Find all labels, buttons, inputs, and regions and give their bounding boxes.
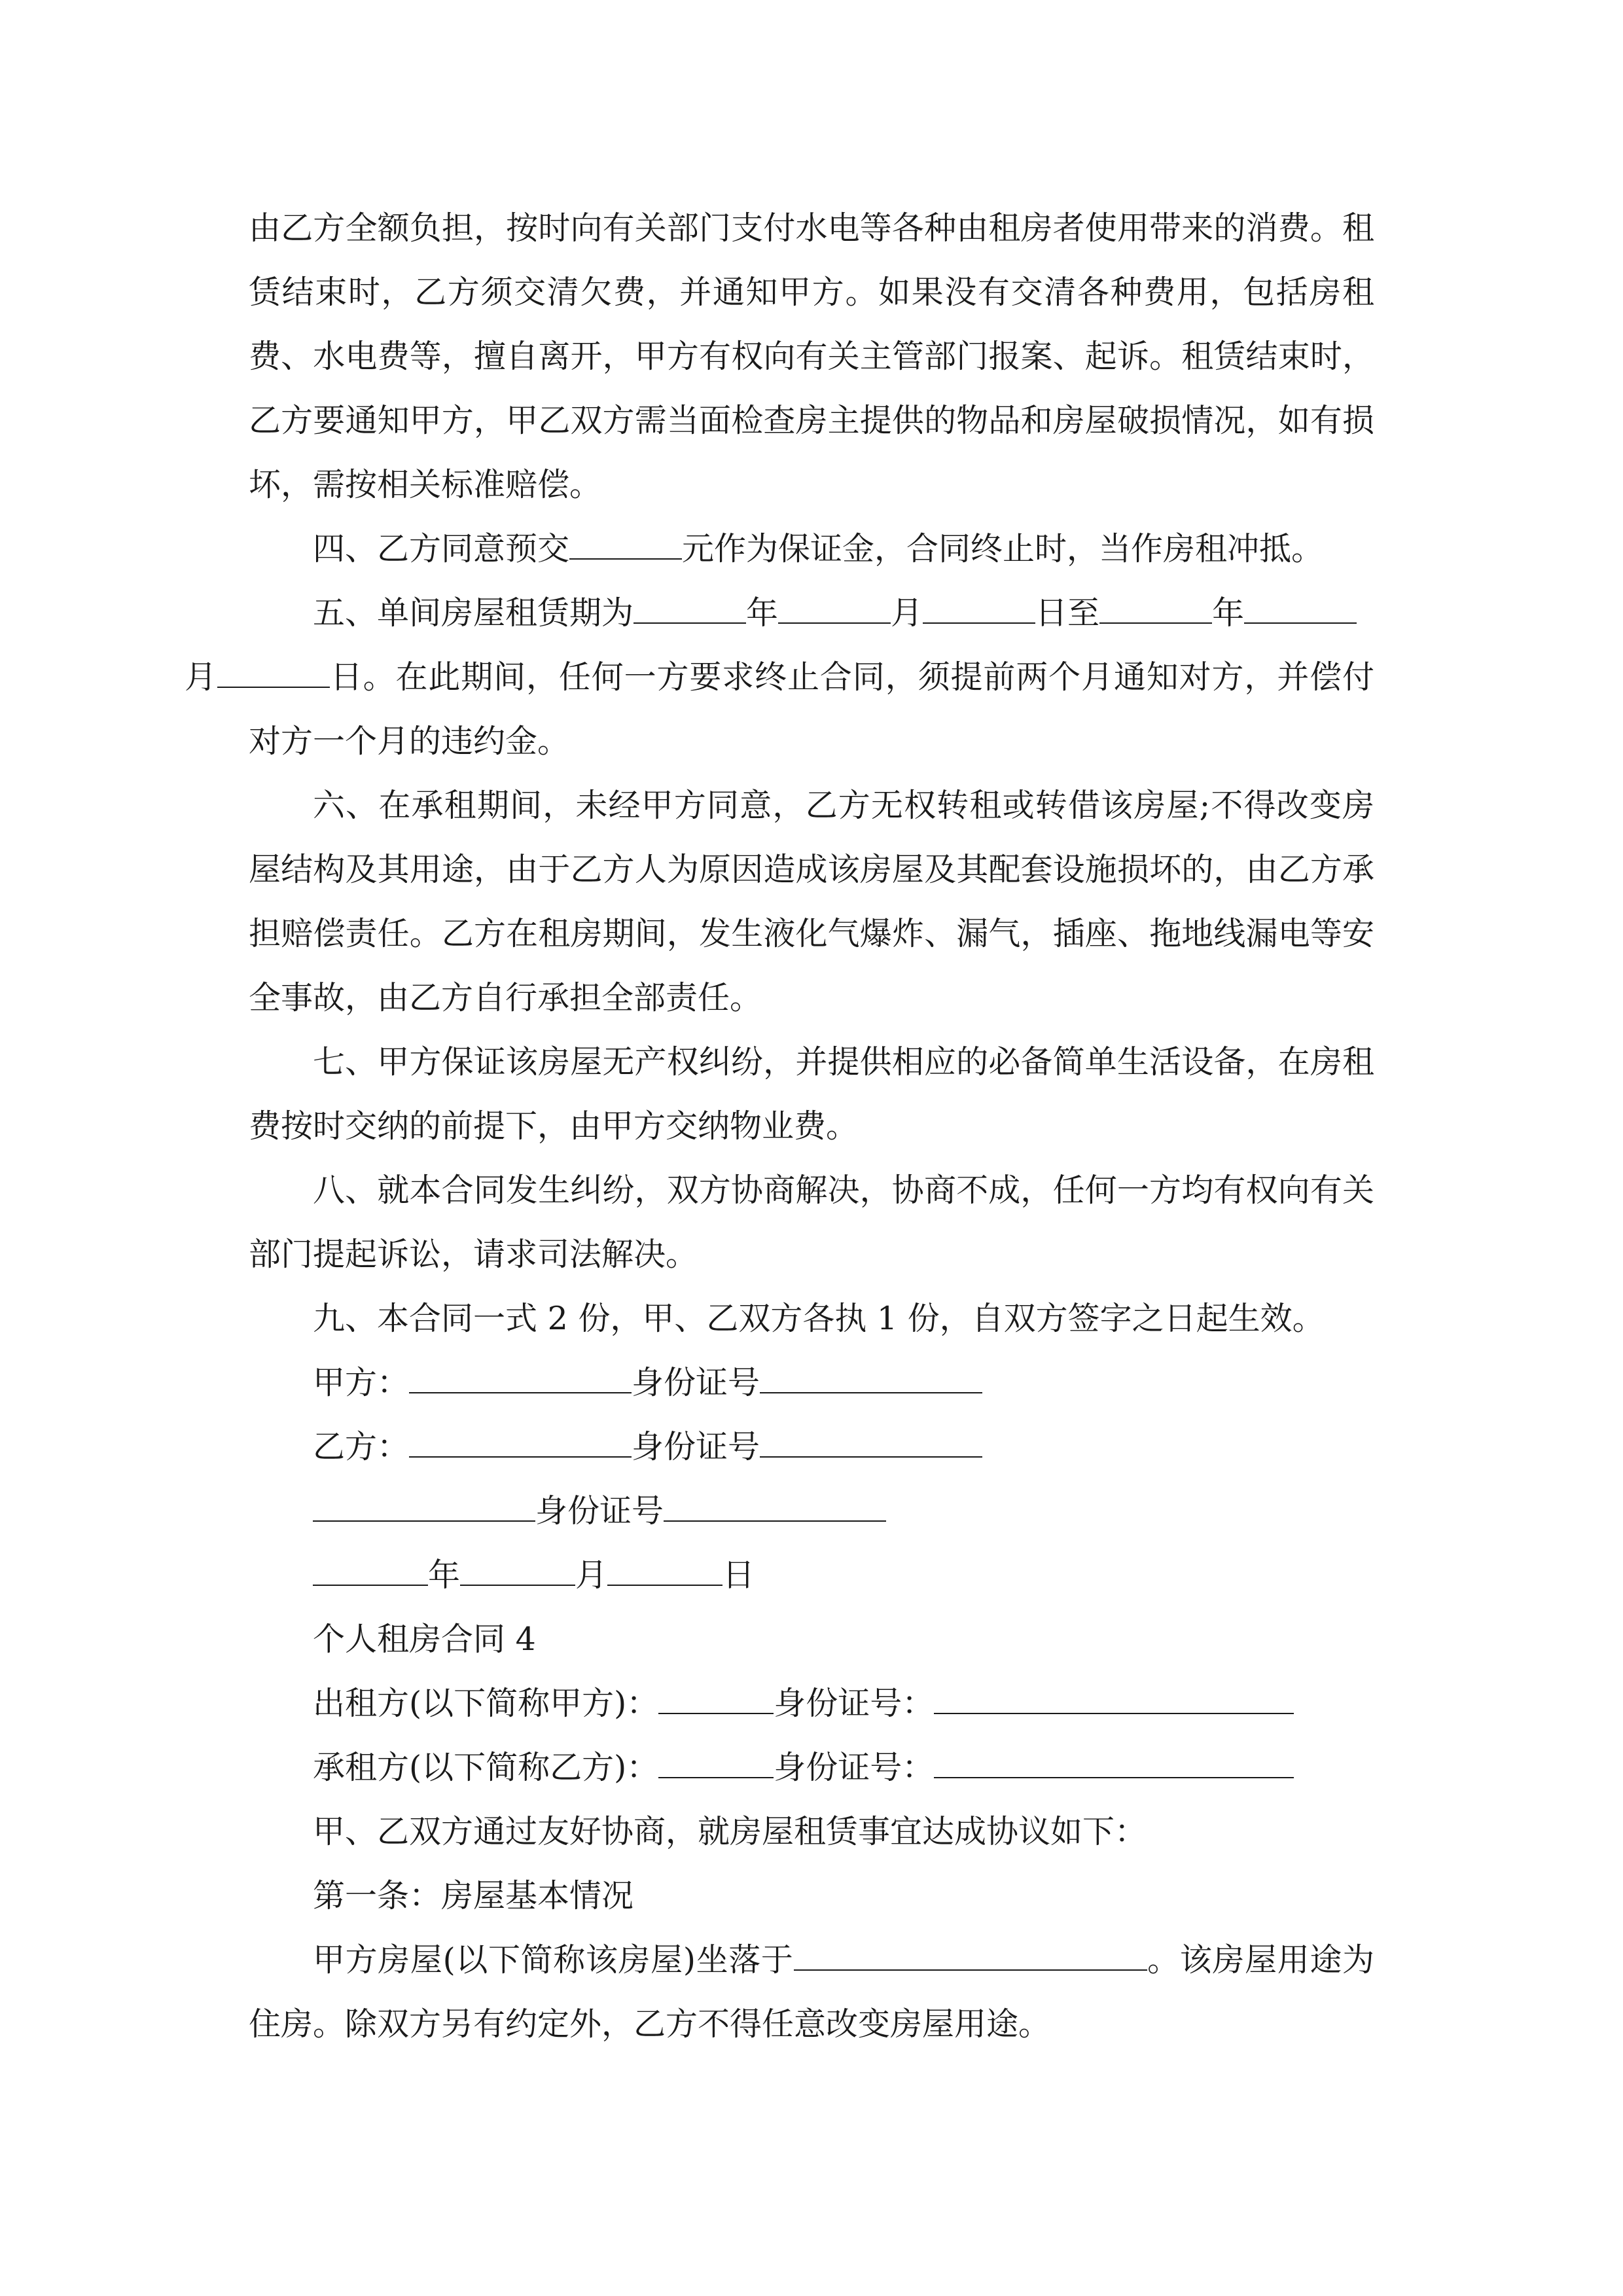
party-b-id-blank bbox=[760, 1427, 982, 1458]
signature-party-b bbox=[249, 1415, 1374, 1479]
witness-id-label: 身份证号 bbox=[535, 1492, 664, 1530]
article-1-heading: 第一条：房屋基本情况 bbox=[313, 1877, 634, 1914]
end-day-blank bbox=[217, 658, 330, 688]
party-a-label: 甲方： bbox=[313, 1364, 410, 1401]
clause-4-text-b: 元作为保证金，合同终止时，当作房租冲抵。 bbox=[682, 530, 1324, 567]
start-month-label: 月 bbox=[891, 594, 923, 632]
lessor-name-blank bbox=[658, 1684, 774, 1714]
clause-4 bbox=[249, 517, 1374, 581]
date-day-blank bbox=[607, 1556, 722, 1586]
party-b-label: 乙方： bbox=[313, 1428, 410, 1465]
witness-name-blank bbox=[313, 1492, 535, 1522]
clause-5-text-a: 五、单间房屋租赁期为 bbox=[313, 594, 634, 632]
deposit-amount-blank bbox=[569, 529, 682, 560]
end-year-blank bbox=[1099, 594, 1212, 624]
party-b-name-blank bbox=[409, 1427, 632, 1458]
start-month-blank bbox=[778, 594, 891, 624]
clause-7: 七、甲方保证该房屋无产权纠纷，并提供相应的必备简单生活设备，在房租费按时交纳的前提下，由甲方交纳物业费。 bbox=[249, 1043, 1374, 1145]
clause-8: 八、就本合同发生纠纷，双方协商解决，协商不成，任何一方均有权向有关部门提起诉讼，请求司法解决。 bbox=[249, 1172, 1374, 1273]
party-b-id-label: 身份证号 bbox=[632, 1428, 760, 1465]
date-day-label: 日 bbox=[722, 1556, 755, 1594]
end-month-label: 月 bbox=[185, 658, 217, 696]
start-year-blank bbox=[633, 594, 746, 624]
end-month-blank-a bbox=[1244, 594, 1357, 624]
lessee-id-label: 身份证号： bbox=[774, 1749, 935, 1786]
lessee-label: 承租方(以下简称乙方)： bbox=[313, 1749, 659, 1786]
witness-id-blank bbox=[664, 1492, 886, 1522]
lessor-label: 出租方(以下简称甲方)： bbox=[313, 1685, 659, 1722]
clause-6: 六、在承租期间，未经甲方同意，乙方无权转租或转借该房屋;不得改变房屋结构及其用途，由于乙方人为原因造成该房屋及其配套设施损坏的，由乙方承担赔偿责任。乙方在租房期间，发生液化气爆炸、漏气，插座、拖地线漏电等安全事故，由乙方自行承担全部责任。 bbox=[249, 787, 1374, 1016]
date-year-blank bbox=[313, 1556, 428, 1586]
party-a-id-blank bbox=[760, 1363, 982, 1393]
end-year-label: 年 bbox=[1212, 594, 1245, 632]
signature-party-a bbox=[249, 1351, 1374, 1415]
date-month-blank bbox=[460, 1556, 575, 1586]
paragraph-3-continued: 由乙方全额负担，按时向有关部门支付水电等各种由租房者使用带来的消费。租赁结束时，乙方须交清欠费，并通知甲方。如果没有交清各种费用，包括房租费、水电费等，擅自离开，甲方有权向有关主管部门报案、起诉。租赁结束时，乙方要通知甲方，甲乙双方需当面检查房主提供的物品和房屋破损情况，如有损坏，需按相关标准赔偿。 bbox=[249, 209, 1374, 503]
agreement-intro: 甲、乙双方通过友好协商，就房屋租赁事宜达成协议如下： bbox=[313, 1813, 1147, 1850]
lessee-line bbox=[249, 1736, 1374, 1800]
start-day-label: 日至 bbox=[1035, 594, 1100, 632]
house-text-b: 。该房屋用途为住房。除双方另有约定外，乙方不得任意改变房屋用途。 bbox=[249, 1941, 1374, 2043]
clause-9: 九、本合同一式 2 份，甲、乙双方各执 1 份，自双方签字之日起生效。 bbox=[313, 1300, 1325, 1337]
signature-witness bbox=[249, 1479, 1374, 1543]
start-day-blank bbox=[923, 594, 1035, 624]
house-address-blank bbox=[794, 1941, 1147, 1971]
party-a-name-blank bbox=[409, 1363, 632, 1393]
lessor-line bbox=[249, 1672, 1374, 1736]
signature-date bbox=[249, 1543, 1374, 1607]
lessee-id-blank bbox=[934, 1748, 1294, 1778]
clause-5 bbox=[185, 581, 1374, 774]
clause-4-text-a: 四、乙方同意预交 bbox=[313, 530, 570, 567]
party-a-id-label: 身份证号 bbox=[632, 1364, 760, 1401]
start-year-label: 年 bbox=[746, 594, 779, 632]
document-page bbox=[185, 196, 1374, 2056]
contract-4-title: 个人租房合同 4 bbox=[313, 1621, 536, 1658]
lessor-id-blank bbox=[934, 1684, 1294, 1714]
house-text-a: 甲方房屋(以下简称该房屋)坐落于 bbox=[313, 1941, 794, 1979]
lessee-name-blank bbox=[658, 1748, 774, 1778]
house-location bbox=[249, 1928, 1374, 2056]
lessor-id-label: 身份证号： bbox=[774, 1685, 935, 1722]
date-year-label: 年 bbox=[428, 1556, 461, 1594]
clause-5-text-b: 日。在此期间，任何一方要求终止合同，须提前两个月通知对方，并偿付对方一个月的违约金。 bbox=[249, 658, 1374, 760]
date-month-label: 月 bbox=[575, 1556, 608, 1594]
